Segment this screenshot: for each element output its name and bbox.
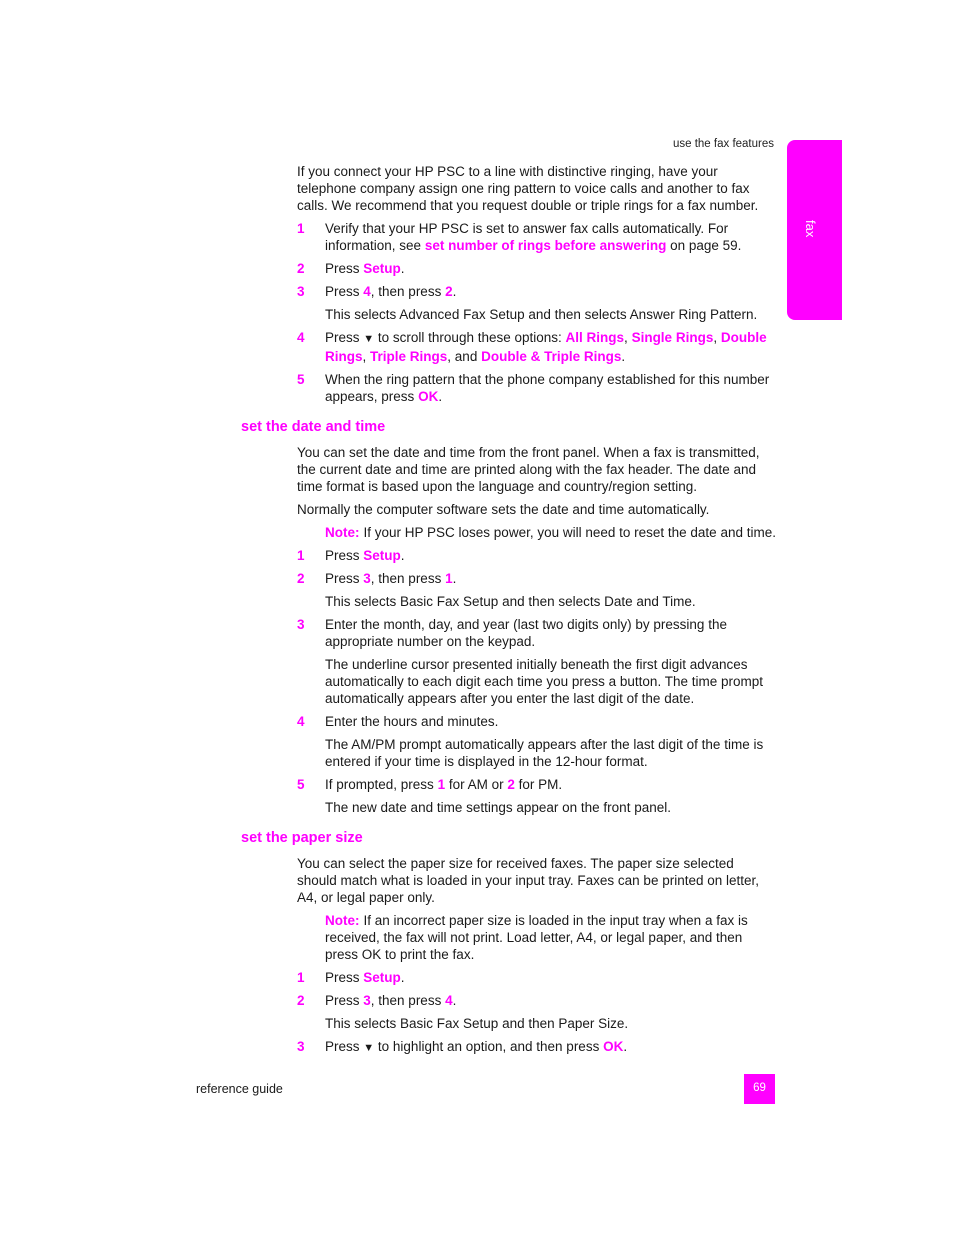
key-setup: Setup [363,261,401,276]
down-arrow-icon: ▼ [363,333,375,345]
date-step-4 [297,713,775,730]
date-step-4-detail: The AM/PM prompt automatically appears after the last digit of the time is entered if your time is displayed in the 12-hour format. [325,737,764,769]
key-4: 4 [363,284,371,299]
step-text: Press [325,548,364,563]
step-text: for PM. [514,777,563,792]
step-text: Enter the hours and minutes. [325,714,499,729]
section-heading-paper-size: set the paper size [241,830,363,846]
step-text: Enter the month, day, and year (last two digits only) by pressing the appropriate number on the keypad. [325,617,727,649]
note-text: If an incorrect paper size is loaded in the input tray when a fax is received, the fax will not print. Load letter, A4, or legal paper, and then press OK to print the fax. [325,913,748,962]
step-text: . [623,1039,628,1054]
step-number: 3 [297,284,305,299]
step-text: . [452,571,457,586]
step-number: 3 [297,1039,305,1054]
ring-step-4 [297,329,775,365]
key-2: 2 [445,284,453,299]
step-text: . [438,389,443,404]
note-label: Note: [325,913,360,928]
option-double-triple-rings: Double & Triple Rings [481,349,622,364]
key-2: 2 [507,777,515,792]
step-text: . [400,548,405,563]
date-step-3 [297,616,775,650]
key-1: 1 [445,571,453,586]
ring-step-3-detail: This selects Advanced Fax Setup and then selects Answer Ring Pattern. [325,307,758,322]
step-number: 5 [297,372,305,387]
step-text: If prompted, press [325,777,438,792]
step-number: 2 [297,261,305,276]
page-content [241,163,781,1063]
key-ok: OK [603,1039,624,1054]
step-number: 3 [297,617,305,632]
step-number: 1 [297,221,305,236]
step-text: Press [325,330,364,345]
separator: , [624,330,632,345]
paper-step-2-detail: This selects Basic Fax Setup and then Paper Size. [325,1016,629,1031]
key-4: 4 [445,993,453,1008]
date-note [325,524,777,541]
step-text: . [400,261,405,276]
ring-step-3 [297,283,775,300]
paper-note [325,912,777,963]
step-number: 2 [297,993,305,1008]
cross-reference-link[interactable]: set number of rings before answering [424,238,667,253]
step-number: 4 [297,714,305,729]
step-text: Press [325,993,364,1008]
step-text: . [621,349,626,364]
paper-step-3 [297,1038,775,1057]
key-3: 3 [363,993,371,1008]
step-number: 4 [297,330,305,345]
down-arrow-icon: ▼ [363,1042,375,1054]
separator: , [713,330,721,345]
footer-title: reference guide [196,1082,283,1096]
separator: , [362,349,371,364]
chapter-tab-label: fax [803,220,818,238]
running-header: use the fax features [672,138,774,150]
ring-step-5 [297,371,775,405]
key-1: 1 [437,777,446,792]
step-text: Press [325,571,364,586]
note-label: Note: [325,525,360,540]
chapter-tab [787,140,842,320]
step-text: , then press [370,284,446,299]
option-triple-rings: Triple Rings [370,349,448,364]
step-text: , then press [370,993,446,1008]
key-ok: OK [418,389,439,404]
paper-step-2 [297,992,775,1009]
step-text: to highlight an option, and then press [374,1039,604,1054]
step-text: When the ring pattern that the phone company established for this number appears, press [325,372,770,404]
step-text: to scroll through these options: [374,330,566,345]
step-text: Press [325,1039,364,1054]
step-text: Verify that your HP PSC is set to answer fax calls automatically. For information, see [325,221,729,253]
step-number: 5 [297,777,305,792]
option-double-rings: Double Rings [325,330,767,364]
date-step-5-detail: The new date and time settings appear on the front panel. [325,800,671,815]
date-paragraph-1: You can set the date and time from the front panel. When a fax is transmitted, the current date and time are printed along with the fax header. The date and time format is based upon the language and country/region setting. [297,445,760,494]
date-step-2-detail: This selects Basic Fax Setup and then selects Date and Time. [325,594,696,609]
ring-step-1 [297,220,775,254]
key-3: 3 [363,571,371,586]
step-number: 2 [297,571,305,586]
step-text: Press [325,261,364,276]
paper-paragraph-1: You can select the paper size for received faxes. The paper size selected should match what is loaded in your input tray. Faxes can be printed on letter, A4, or legal paper only. [297,856,760,905]
step-text: , then press [370,571,446,586]
date-step-1 [297,547,775,564]
step-text: . [452,993,457,1008]
step-text: . [400,970,405,985]
step-text: for AM or [445,777,508,792]
paper-step-1 [297,969,775,986]
key-setup: Setup [363,548,401,563]
separator: , and [447,349,482,364]
step-text: Press [325,284,364,299]
step-text: . [452,284,457,299]
option-single-rings: Single Rings [631,330,714,345]
note-text: If your HP PSC loses power, you will need to reset the date and time. [363,525,776,540]
ring-step-2 [297,260,775,277]
step-text: on page 59. [666,238,742,253]
option-all-rings: All Rings [565,330,625,345]
date-paragraph-2: Normally the computer software sets the date and time automatically. [297,502,710,517]
step-number: 1 [297,970,305,985]
step-number: 1 [297,548,305,563]
intro-paragraph: If you connect your HP PSC to a line with distinctive ringing, have your telephone company assign one ring pattern to voice calls and another to fax calls. We recommend that you request double or triple rings for a fax number. [297,164,759,213]
step-text: Press [325,970,364,985]
section-heading-date-time: set the date and time [241,419,386,435]
date-step-5 [297,776,775,793]
date-step-2 [297,570,775,587]
key-setup: Setup [363,970,401,985]
date-step-3-detail: The underline cursor presented initially beneath the first digit advances automatically to each digit each time you press a button. The time prompt automatically appears after you enter the last digit of the date. [325,657,763,706]
page-number: 69 [744,1074,775,1104]
